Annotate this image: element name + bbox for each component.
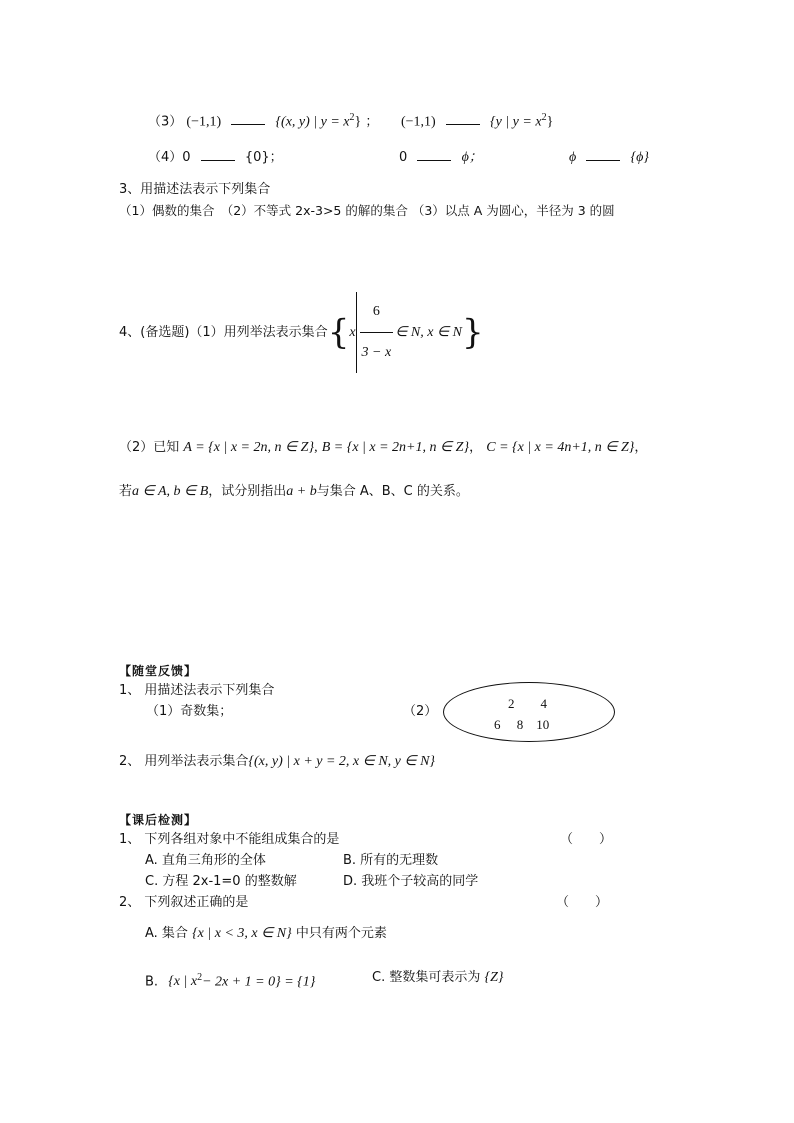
comma: ， [634,440,648,455]
q2-a-set: {x | x < 3, x ∈ N} [192,926,292,941]
homework-q2-paren: （ ） [556,895,609,910]
q2-b-set: {x | x [168,974,198,990]
homework-q1-b: B. 所有的无理数 [343,853,439,868]
frac-denominator: 3 − x [361,345,392,360]
homework-q1-d: D. 我班个子较高的同学 [343,874,479,889]
feedback-title: 【随堂反馈】 [119,664,198,678]
set-c: C = {x | x = 4n+1, n ∈ Z} [486,440,635,455]
q3-set2-end: } [546,114,554,130]
q4-line-b [399,149,483,167]
q3-set1-end: } [354,114,362,130]
brace-right: } [462,312,484,353]
homework-q1-paren: （ ） [560,832,613,847]
q2-b-pre: B. [145,974,159,990]
q3-sep: ； [365,114,379,130]
answer-blank [446,113,480,125]
item4-2-prefix: （2）已知 [119,440,180,455]
homework-q1-a: A. 直角三角形的全体 [145,853,266,868]
answer-blank [586,149,620,161]
homework-title: 【课后检测】 [119,813,198,827]
homework-q2-c [372,969,503,987]
q2-b-rest: − 2x + 1 = 0} = {1} [202,974,316,990]
answer-blank [231,113,265,125]
feedback-q1-a: （1）奇数集； [146,704,233,719]
set-b: B = {x | x = 2n+1, n ∈ Z} [321,440,470,455]
q4-set-zero: {0}； [244,150,283,165]
q4-c-lhs: ϕ [569,150,577,165]
feedback-q1-b: （2） [403,704,438,719]
item4-rest: ∈ N, x ∈ N [395,325,462,340]
feedback-q2-label: 2、 用列举法表示集合 [119,754,249,769]
item3-title: 3、用描述法表示下列集合 [119,182,271,197]
q3-set1: {(x, y) | y = x [275,114,350,130]
answer-blank [417,149,451,161]
q3-lhs2: (−1,1) [401,114,436,130]
homework-q1: 1、 下列各组对象中不能组成集合的是 [119,832,340,847]
q4-c-rhs: {ϕ} [630,150,649,165]
comma: , [314,440,318,455]
frac-numerator: 6 [360,292,394,333]
item4-2-line2 [119,483,469,501]
answer-blank [201,149,235,161]
item4-2-line1 [119,439,647,457]
q2-a-pre: A. 集合 [145,926,188,941]
q3-sup1: 2 [349,112,355,123]
feedback-q2 [119,753,435,771]
q4-line [148,149,283,167]
q4-b-rhs: ϕ； [461,150,483,165]
item4-label: 4、(备选题)（1）用列举法表示集合 [119,325,328,340]
expression: a + b [286,484,317,499]
item4-line [119,292,484,373]
item4-var: x [349,325,356,340]
q2-c-pre: C. 整数集可表示为 [372,970,481,985]
q4-prefix: （4）0 [148,150,191,165]
ellipse-row2: 6 8 10 [494,717,550,732]
line2-pre: 若 [119,484,133,499]
q3-set2: {y | y = x [490,114,542,130]
condition: a ∈ A, b ∈ B [132,484,209,499]
q3-line-b [401,109,553,131]
q2-a-post: 中只有两个元素 [295,926,387,941]
homework-q1-c: C. 方程 2x-1=0 的整数解 [145,874,297,889]
q3-lhs1: (−1,1) [186,114,222,130]
homework-q2-b [145,969,315,991]
feedback-q2-set: {(x, y) | x + y = 2, x ∈ N, y ∈ N} [248,754,436,769]
comma: ， [469,440,483,455]
homework-q2-a [145,925,387,943]
q3-prefix: （3） [148,114,183,130]
item4-fraction [356,292,394,373]
line2-end: 与集合 A、B、C 的关系。 [316,484,469,499]
q3-line [148,109,378,131]
q4-line-c [569,149,649,167]
line2-mid: ，试分别指出 [208,484,287,499]
q3-sup2: 2 [541,112,547,123]
q2-c-set: {Z} [484,970,504,985]
q2-b-sup: 2 [197,972,203,983]
set-a: A = {x | x = 2n, n ∈ Z} [183,440,315,455]
q4-b-lhs: 0 [399,150,408,165]
item3-body: （1）偶数的集合 （2）不等式 2x-3>5 的解的集合 （3）以点 A 为圆心，半径为 3 的圆 [119,203,615,218]
set-ellipse [443,682,615,742]
ellipse-row1: 2 4 [508,696,548,711]
feedback-q1-title: 1、 用描述法表示下列集合 [119,683,275,698]
homework-q2: 2、 下列叙述正确的是 [119,895,249,910]
brace-left: { [327,312,350,353]
